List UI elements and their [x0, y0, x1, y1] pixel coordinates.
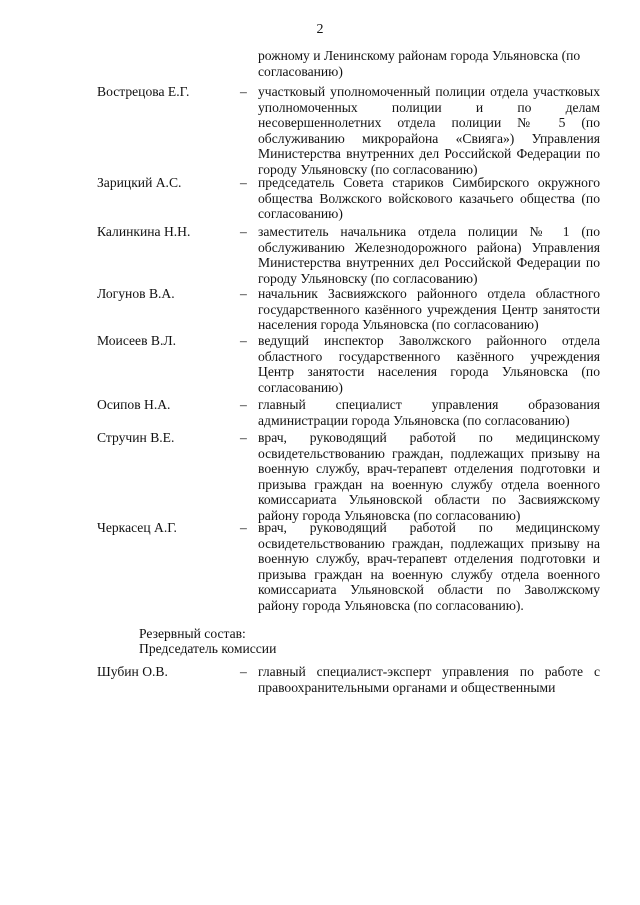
member-dash: – — [240, 84, 247, 99]
member-name: Шубин О.В. — [97, 664, 168, 679]
member-entry — [0, 397, 640, 428]
member-dash: – — [240, 333, 247, 348]
member-description: председатель Совета стариков Симбирского окружного общества Волжского войскового казачьего общества (по согласованию) — [258, 175, 600, 221]
reserve-member-entry — [0, 664, 640, 695]
member-entry — [0, 520, 640, 613]
member-entry — [0, 84, 640, 177]
member-description: участковый уполномоченный полиции отдела участковых уполномоченных полиции и по делам несовершеннолетних отдела полиции № 5 (по обслуживанию микрорайона «Свияга») Управления Министерства внутренних дел Российской Федерации по городу Ульяновску (по согласованию) — [258, 84, 600, 177]
member-name: Черкасец А.Г. — [97, 520, 177, 535]
reserve-heading: Резервный состав: — [139, 626, 246, 641]
member-name: Калинкина Н.Н. — [97, 224, 191, 239]
member-dash: – — [240, 520, 247, 535]
member-description: главный специалист-эксперт управления по работе с правоохранительными органами и общественными — [258, 664, 600, 695]
member-entry — [0, 430, 640, 523]
continuation-text: рожному и Ленинскому районам города Ульяновска (по согласованию) — [258, 48, 581, 79]
member-description: начальник Засвияжского районного отдела областного государственного казённого учреждения Центр занятости населения города Ульяновска (по согласованию) — [258, 286, 600, 332]
member-dash: – — [240, 664, 247, 679]
member-description: заместитель начальника отдела полиции № 1 (по обслуживанию Железнодорожного района) Управления Министерства внутренних дел Российской Федерации по городу Ульяновску (по согласованию) — [258, 224, 600, 286]
member-description: врач, руководящий работой по медицинскому освидетельствованию граждан, подлежащих призыву на военную службу, врач-терапевт отделения подготовки и призыва граждан на военную службу отдела военного комиссариата Ульяновской области по Заволжскому району города Ульяновска (по согласованию). — [258, 520, 600, 613]
member-description: врач, руководящий работой по медицинскому освидетельствованию граждан, подлежащих призыву на военную службу, врач-терапевт отделения подготовки и призыва граждан на военную службу отдела военного комиссариата Ульяновской области по Засвияжскому району города Ульяновска (по согласованию) — [258, 430, 600, 523]
member-entry — [0, 175, 640, 221]
member-description: ведущий инспектор Заволжского районного отдела областного государственного казённого учреждения Центр занятости населения города Ульяновска (по согласованию) — [258, 333, 600, 395]
member-name: Вострецова Е.Г. — [97, 84, 190, 99]
reserve-subheading: Председатель комиссии — [139, 641, 277, 656]
member-dash: – — [240, 175, 247, 190]
member-name: Осипов Н.А. — [97, 397, 171, 412]
member-name: Зарицкий А.С. — [97, 175, 182, 190]
member-name: Стручин В.Е. — [97, 430, 175, 445]
member-description: главный специалист управления образования администрации города Ульяновска (по согласованию) — [258, 397, 600, 428]
member-entry — [0, 333, 640, 395]
member-name: Моисеев В.Л. — [97, 333, 176, 348]
member-name: Логунов В.А. — [97, 286, 175, 301]
member-entry — [0, 286, 640, 332]
member-dash: – — [240, 397, 247, 412]
member-dash: – — [240, 430, 247, 445]
page-number: 2 — [316, 22, 324, 37]
member-dash: – — [240, 224, 247, 239]
member-entry — [0, 224, 640, 286]
member-dash: – — [240, 286, 247, 301]
